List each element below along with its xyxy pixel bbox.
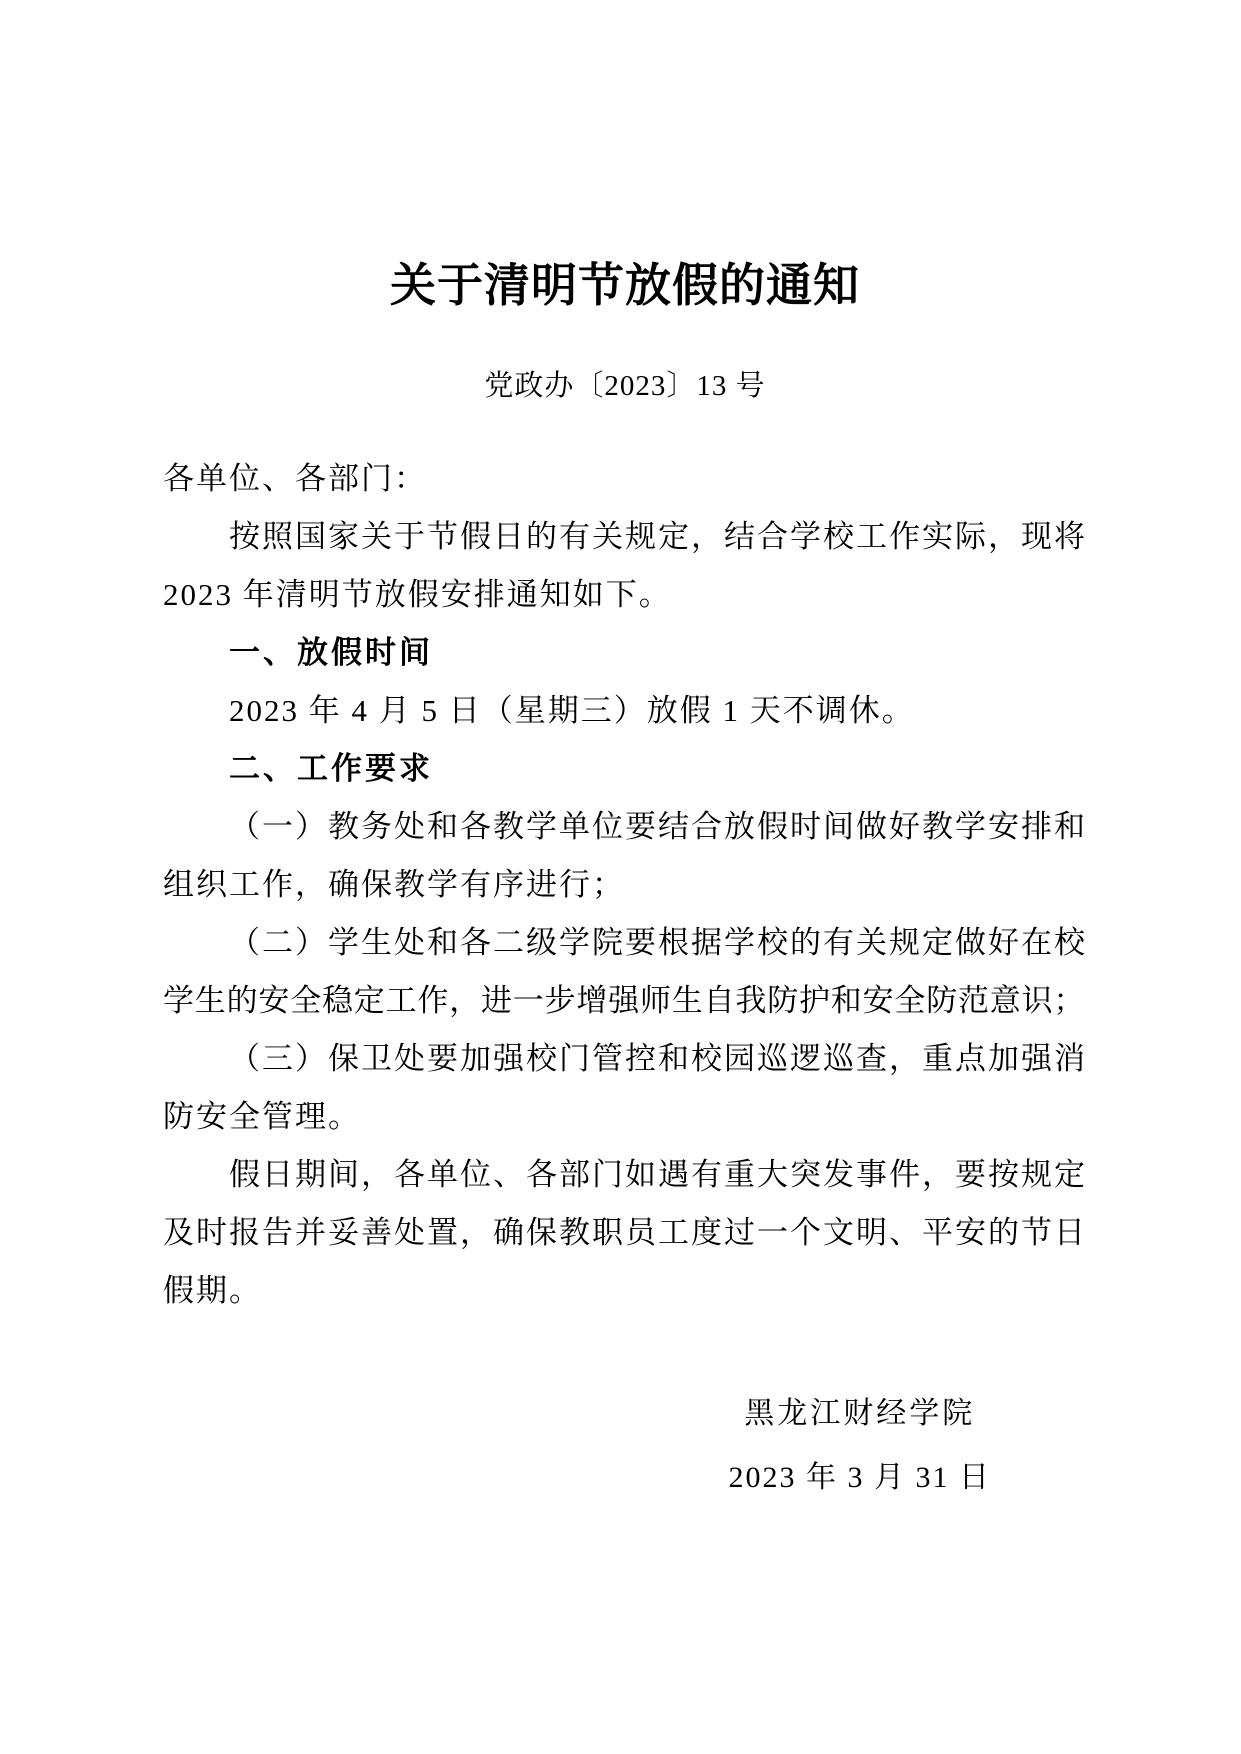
signature-org: 黑龙江财经学院	[744, 1397, 976, 1430]
signature-date: 2023 年 3 月 31 日	[728, 1461, 991, 1494]
body-line: 组织工作，确保教学有序进行；	[163, 867, 625, 902]
body-line: （三）保卫处要加强校门管控和校园巡逻巡查，重点加强消	[229, 1041, 1087, 1076]
signature-block	[163, 1382, 1087, 1510]
body-line: 学生的安全稳定工作，进一步增强师生自我防护和安全防范意识；	[163, 983, 1086, 1018]
document-title: 关于清明节放假的通知	[390, 260, 860, 311]
body-line: 假期。	[163, 1273, 262, 1308]
document-body	[163, 450, 1087, 1320]
section-heading-work-requirements: 二、工作要求	[229, 751, 433, 786]
body-line: （一）教务处和各教学单位要结合放假时间做好教学安排和	[229, 809, 1087, 844]
document-number: 党政办〔2023〕13 号	[484, 370, 766, 402]
body-line: 假日期间，各单位、各部门如遇有重大突发事件，要按规定	[229, 1157, 1087, 1192]
body-line: 防安全管理。	[163, 1099, 361, 1134]
body-line: （二）学生处和各二级学院要根据学校的有关规定做好在校	[229, 925, 1087, 960]
body-line: 2023 年清明节放假安排通知如下。	[163, 577, 672, 612]
signature-inner	[729, 1382, 992, 1510]
body-line: 按照国家关于节假日的有关规定，结合学校工作实际，现将	[229, 519, 1087, 554]
section-heading-holiday-time: 一、放假时间	[229, 635, 433, 670]
body-line: 及时报告并妥善处置，确保教职员工度过一个文明、平安的节日	[163, 1215, 1087, 1250]
body-line: 2023 年 4 月 5 日（星期三）放假 1 天不调休。	[229, 693, 915, 728]
salutation: 各单位、各部门：	[163, 461, 427, 496]
